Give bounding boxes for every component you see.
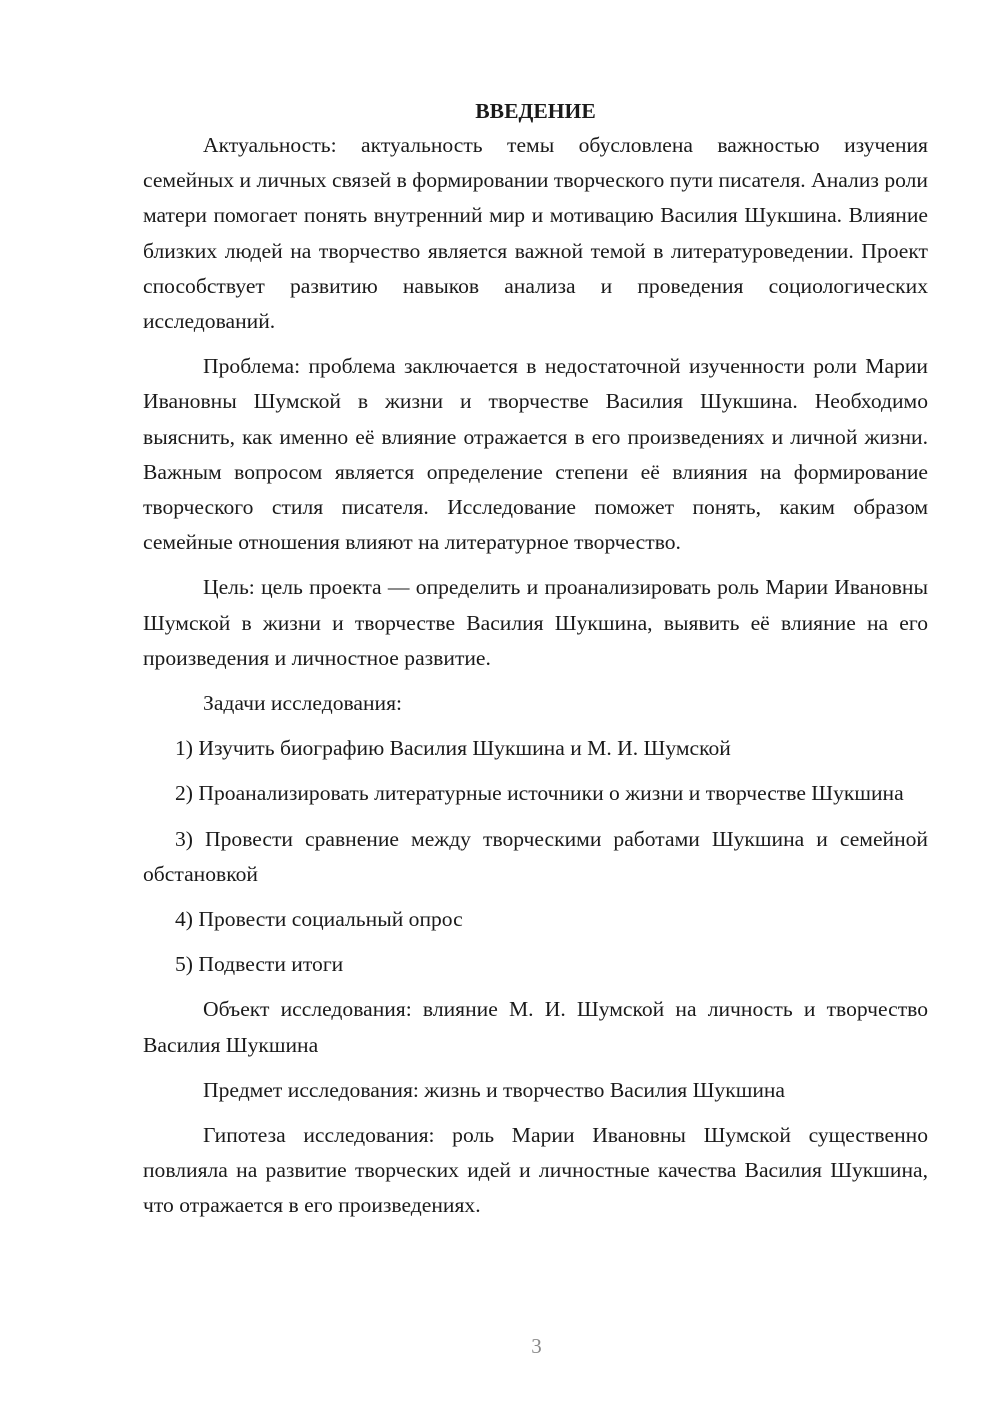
task-item: 3) Провести сравнение между творческими работами Шукшина и семейной обстановкой: [143, 826, 928, 886]
task-item: 4) Провести социальный опрос: [175, 907, 463, 932]
task-item: 5) Подвести итоги: [175, 952, 344, 977]
relevance-paragraph: Актуальность: актуальность темы обусловлена важностью изучения семейных и личных связей в формировании творческого пути писателя. Анализ роли матери помогает понять внутренний мир и мотивацию Василия Шукшина. Влияние близких людей на творчество является важной темой в литературоведении. Проект способствует развитию навыков анализа и проведения социологических исследований.: [143, 133, 928, 334]
problem-paragraph: Проблема: проблема заключается в недостаточной изученности роли Марии Ивановны Шумской в жизни и творчестве Василия Шукшина. Необходимо выяснить, как именно её влияние отражается в его произведениях и личной жизни. Важным вопросом является определение степени её влияния на формирование творческого стиля писателя. Исследование поможет понять, каким образом семейные отношения влияют на литературное творчество.: [143, 354, 928, 555]
hypothesis-paragraph: Гипотеза исследования: роль Марии Ивановны Шумской существенно повлияла на развитие творческих идей и личностные качества Василия Шукшина, что отражается в его произведениях.: [143, 1123, 928, 1218]
object-paragraph: Объект исследования: влияние М. И. Шумской на личность и творчество Василия Шукшина: [143, 997, 928, 1057]
tasks-list: [143, 731, 928, 982]
section-title: ВВЕДЕНИЕ: [475, 99, 596, 123]
task-item: 1) Изучить биографию Василия Шукшина и М. И. Шумской: [175, 736, 731, 761]
task-item: 2) Проанализировать литературные источники о жизни и творчестве Шукшина: [175, 781, 904, 806]
subject-paragraph: Предмет исследования: жизнь и творчество Василия Шукшина: [203, 1077, 786, 1102]
tasks-heading: Задачи исследования:: [203, 691, 403, 716]
goal-paragraph: Цель: цель проекта — определить и проанализировать роль Марии Ивановны Шумской в жизни и творчестве Василия Шукшина, выявить её влияние на его произведения и личностное развитие.: [143, 575, 928, 670]
document-page: [143, 96, 928, 1234]
page-number: 3: [531, 1334, 542, 1358]
